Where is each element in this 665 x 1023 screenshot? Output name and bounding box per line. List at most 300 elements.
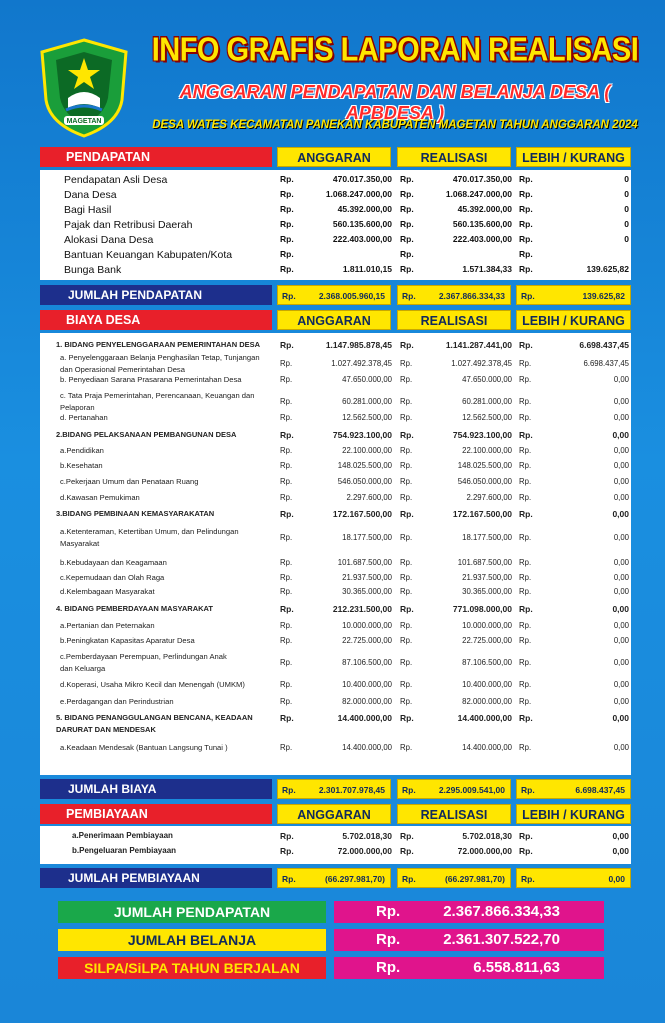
biaya-row: [40, 461, 631, 474]
pendapatan-header: PENDAPATAN: [40, 147, 272, 167]
row-realisasi: 771.098.000,00: [452, 604, 512, 614]
rp-label: Rp.: [280, 533, 293, 542]
row-lebih: 0,00: [613, 636, 629, 645]
rp-label: Rp.: [280, 477, 293, 486]
rp-label: Rp.: [519, 697, 532, 706]
row-realisasi: 14.400.000,00: [462, 743, 512, 752]
col-anggaran-header: ANGGARAN: [277, 310, 391, 330]
row-realisasi: 470.017.350,00: [452, 174, 512, 184]
row-realisasi: 87.106.500,00: [462, 658, 512, 667]
biaya-row: [40, 652, 631, 676]
summary-amount: 2.361.307.522,70: [443, 931, 560, 948]
row-label: 3.BIDANG PEMBINAAN KEMASYARAKATAN: [56, 509, 215, 518]
rp-label: Rp.: [519, 831, 533, 841]
rp-label: Rp.: [400, 174, 414, 184]
row-label: c.Pekerjaan Umum dan Penataan Ruang: [60, 477, 199, 486]
rp-label: Rp.: [519, 204, 533, 214]
row-realisasi: 22.725.000,00: [462, 636, 512, 645]
page-subtitle: ANGGARAN PENDAPATAN DAN BELANJA DESA ( APBDESA ): [179, 82, 611, 123]
rp-label: Rp.: [280, 249, 294, 259]
rp-label: Rp.: [400, 446, 413, 455]
rp-label: Rp.: [519, 680, 532, 689]
pembiayaan-row: [40, 831, 631, 844]
rp-label: Rp.: [400, 846, 414, 856]
biaya-row: [40, 743, 631, 756]
rp-label: Rp.: [400, 397, 413, 406]
row-label: e.Perdagangan dan Perindustrian: [60, 697, 174, 706]
rp-label: Rp.: [400, 621, 413, 630]
row-anggaran: 1.147.985.878,45: [325, 340, 392, 350]
row-anggaran: 18.177.500,00: [342, 533, 392, 542]
row-label: b.Pengeluaran Pembiayaan: [72, 846, 177, 855]
row-realisasi: 14.400.000,00: [457, 713, 512, 723]
page-location: DESA WATES KECAMATAN PANEKAN KABUPATEN MAGETAN TAHUN ANGGARAN 2024: [152, 119, 638, 131]
summary-value: [334, 929, 604, 951]
row-anggaran: 1.027.492.378,45: [331, 359, 392, 368]
rp-label: Rp.: [519, 375, 532, 384]
row-anggaran: 148.025.500,00: [337, 461, 392, 470]
pendapatan-row: [40, 189, 631, 203]
pembiayaan-row: [40, 846, 631, 859]
row-anggaran: 22.725.000,00: [342, 636, 392, 645]
rp-label: Rp.: [400, 430, 414, 440]
rp-label: Rp.: [519, 174, 533, 184]
row-realisasi: 82.000.000,00: [462, 697, 512, 706]
row-label: Dana Desa: [64, 189, 117, 201]
row-anggaran: 10.000.000,00: [342, 621, 392, 630]
rp-label: Rp.: [280, 340, 294, 350]
row-lebih: 0,00: [613, 680, 629, 689]
rp-label: Rp.: [400, 573, 413, 582]
biaya-row: [40, 573, 631, 586]
row-lebih: 0,00: [613, 658, 629, 667]
rp-label: Rp.: [280, 234, 294, 244]
row-lebih: 0,00: [613, 375, 629, 384]
col-realisasi-header: REALISASI: [397, 310, 511, 330]
biaya-row: [40, 587, 631, 600]
jumlah-biaya-anggaran: Rp. 2.301.707.978,45: [277, 779, 391, 799]
biaya-row: [40, 558, 631, 571]
rp-label: Rp.: [400, 264, 414, 274]
biaya-row: [40, 413, 631, 426]
rp-label: Rp.: [400, 743, 413, 752]
rp-label: Rp.: [519, 189, 533, 199]
rp-label: Rp.: [519, 533, 532, 542]
row-anggaran: 14.400.000,00: [337, 713, 392, 723]
row-label: d.Kelembagaan Masyarakat: [60, 587, 155, 596]
summary-label: JUMLAH PENDAPATAN: [58, 901, 326, 923]
row-anggaran: 82.000.000,00: [342, 697, 392, 706]
rp-label: Rp.: [280, 461, 293, 470]
row-lebih: 0: [624, 234, 629, 244]
jumlah-biaya-lebih: Rp. 6.698.437,45: [516, 779, 631, 799]
rp-label: Rp.: [519, 430, 533, 440]
row-label-cont: DARURAT DAN MENDESAK: [56, 725, 156, 734]
rp-label: Rp.: [519, 509, 533, 519]
row-realisasi: 30.365.000,00: [462, 587, 512, 596]
rp-label: Rp.: [400, 587, 413, 596]
row-lebih: 0: [624, 174, 629, 184]
col-realisasi-header: REALISASI: [397, 147, 511, 167]
rp-label: Rp.: [376, 903, 401, 920]
rp-label: Rp.: [519, 359, 532, 368]
magetan-emblem-icon: [38, 38, 130, 138]
pendapatan-row: [40, 249, 631, 263]
rp-label: Rp.: [519, 493, 532, 502]
rp-label: Rp.: [519, 249, 533, 259]
rp-label: Rp.: [400, 604, 414, 614]
pendapatan-row: [40, 264, 631, 278]
col-lebih-header: LEBIH / KURANG: [516, 147, 631, 167]
row-realisasi: 222.403.000,00: [452, 234, 512, 244]
rp-label: Rp.: [519, 846, 533, 856]
row-lebih: 0,00: [613, 558, 629, 567]
rp-label: Rp.: [519, 234, 533, 244]
row-realisasi: 1.141.287.441,00: [445, 340, 512, 350]
summary-label: JUMLAH BELANJA: [58, 929, 326, 951]
row-anggaran: 21.937.500,00: [342, 573, 392, 582]
row-lebih: 0,00: [613, 397, 629, 406]
biaya-row: [40, 493, 631, 506]
row-anggaran: 45.392.000,00: [337, 204, 392, 214]
col-realisasi-header: REALISASI: [397, 804, 511, 824]
rp-label: Rp.: [280, 359, 293, 368]
rp-label: Rp.: [280, 743, 293, 752]
row-lebih: 0,00: [612, 430, 629, 440]
rp-label: Rp.: [280, 397, 293, 406]
rp-label: Rp.: [400, 831, 414, 841]
rp-label: Rp.: [519, 743, 532, 752]
row-lebih: 0,00: [613, 573, 629, 582]
pendapatan-row: [40, 234, 631, 248]
rp-label: Rp.: [400, 713, 414, 723]
row-lebih: 0,00: [613, 446, 629, 455]
row-lebih: 0,00: [613, 621, 629, 630]
biaya-row: [40, 353, 631, 377]
rp-label: Rp.: [280, 658, 293, 667]
biaya-row: [40, 430, 631, 443]
row-lebih: 6.698.437,45: [579, 340, 629, 350]
rp-label: Rp.: [519, 713, 533, 723]
rp-label: Rp.: [280, 375, 293, 384]
row-anggaran: 2.297.600,00: [346, 493, 392, 502]
rp-label: Rp.: [400, 461, 413, 470]
row-lebih: 139.625,82: [586, 264, 629, 274]
rp-label: Rp.: [280, 680, 293, 689]
row-label: c. Tata Praja Pemerintahan, Perencanaan, Keuangan dan: [60, 391, 255, 400]
row-realisasi: 101.687.500,00: [457, 558, 512, 567]
rp-label: Rp.: [280, 204, 294, 214]
biaya-row: [40, 697, 631, 710]
row-realisasi: 5.702.018,30: [462, 831, 512, 841]
row-lebih: 0,00: [613, 743, 629, 752]
rp-label: Rp.: [519, 340, 533, 350]
rp-label: Rp.: [519, 587, 532, 596]
row-lebih: 0: [624, 189, 629, 199]
row-anggaran: 10.400.000,00: [342, 680, 392, 689]
col-lebih-header: LEBIH / KURANG: [516, 804, 631, 824]
row-anggaran: 14.400.000,00: [342, 743, 392, 752]
rp-label: Rp.: [400, 189, 414, 199]
rp-label: Rp.: [400, 697, 413, 706]
row-realisasi: 10.400.000,00: [462, 680, 512, 689]
row-lebih: 0,00: [613, 533, 629, 542]
row-label: a.Pertanian dan Peternakan: [60, 621, 155, 630]
summary-value: [334, 901, 604, 923]
row-anggaran: 470.017.350,00: [332, 174, 392, 184]
biaya-row: [40, 680, 631, 693]
pendapatan-row: [40, 219, 631, 233]
row-realisasi: 72.000.000,00: [457, 846, 512, 856]
biaya-row: [40, 391, 631, 415]
rp-label: Rp.: [280, 189, 294, 199]
pendapatan-row: [40, 204, 631, 218]
jumlah-pembiayaan-label: JUMLAH PEMBIAYAAN: [40, 868, 272, 888]
rp-label: Rp.: [519, 558, 532, 567]
rp-label: Rp.: [400, 219, 414, 229]
row-label: d.Koperasi, Usaha Mikro Kecil dan Menengah (UMKM): [60, 680, 245, 689]
biaya-row: [40, 621, 631, 634]
row-lebih: 0: [624, 204, 629, 214]
rp-label: Rp.: [519, 413, 532, 422]
row-realisasi: 22.100.000,00: [462, 446, 512, 455]
rp-label: Rp.: [400, 477, 413, 486]
row-realisasi: 546.050.000,00: [457, 477, 512, 486]
pendapatan-row: [40, 174, 631, 188]
biaya-row: [40, 446, 631, 459]
logo-text: MAGETAN: [66, 118, 102, 125]
jumlah-pendapatan-realisasi: Rp. 2.367.866.334,33: [397, 285, 511, 305]
rp-label: Rp.: [519, 477, 532, 486]
rp-label: Rp.: [280, 846, 294, 856]
rp-label: Rp.: [400, 509, 414, 519]
row-anggaran: 172.167.500,00: [332, 509, 392, 519]
row-realisasi: 2.297.600,00: [466, 493, 512, 502]
row-label: a.Keadaan Mendesak (Bantuan Langsung Tunai ): [60, 743, 228, 752]
row-label: b.Peningkatan Kapasitas Aparatur Desa: [60, 636, 195, 645]
row-label: Bantuan Keuangan Kabupaten/Kota: [64, 249, 233, 261]
col-anggaran-header: ANGGARAN: [277, 804, 391, 824]
row-realisasi: 560.135.600,00: [452, 219, 512, 229]
row-lebih: 0,00: [613, 461, 629, 470]
row-label: 1. BIDANG PENYELENGGARAAN PEMERINTAHAN DESA: [56, 340, 261, 349]
rp-label: Rp.: [400, 249, 414, 259]
row-lebih: 0,00: [612, 509, 629, 519]
row-anggaran: 12.562.500,00: [342, 413, 392, 422]
rp-label: Rp.: [280, 587, 293, 596]
rp-label: Rp.: [280, 636, 293, 645]
row-lebih: 0,00: [613, 413, 629, 422]
jumlah-pendapatan-anggaran: Rp. 2.368.005.960,15: [277, 285, 391, 305]
row-label: a. Penyelenggaraan Belanja Penghasilan Tetap, Tunjangan: [60, 353, 260, 362]
rp-label: Rp.: [400, 234, 414, 244]
row-anggaran: 1.068.247.000,00: [325, 189, 392, 199]
jumlah-pembiayaan-lebih: Rp. 0,00: [516, 868, 631, 888]
row-label: Bunga Bank: [64, 264, 122, 276]
rp-label: Rp.: [519, 264, 533, 274]
rp-label: Rp.: [519, 604, 533, 614]
rp-label: Rp.: [280, 174, 294, 184]
rp-label: Rp.: [280, 621, 293, 630]
row-anggaran: 212.231.500,00: [332, 604, 392, 614]
row-label: Bagi Hasil: [64, 204, 112, 216]
jumlah-pembiayaan-realisasi: Rp. (66.297.981,70): [397, 868, 511, 888]
row-lebih: 0,00: [613, 493, 629, 502]
summary-label: SILPA/SiLPA TAHUN BERJALAN: [58, 957, 326, 979]
summary-amount: 2.367.866.334,33: [443, 903, 560, 920]
rp-label: Rp.: [400, 493, 413, 502]
rp-label: Rp.: [280, 831, 294, 841]
row-label-cont: Masyarakat: [60, 539, 100, 548]
row-label: b.Kebudayaan dan Keagamaan: [60, 558, 167, 567]
row-label: d. Pertanahan: [60, 413, 108, 422]
summary-amount: 6.558.811,63: [473, 959, 560, 976]
row-label-cont: dan Keluarga: [60, 664, 106, 673]
rp-label: Rp.: [280, 264, 294, 274]
page-title: INFO GRAFIS LAPORAN REALISASI: [151, 31, 639, 69]
row-realisasi: 21.937.500,00: [462, 573, 512, 582]
rp-label: Rp.: [400, 680, 413, 689]
rp-label: Rp.: [376, 959, 401, 976]
row-label: Alokasi Dana Desa: [64, 234, 154, 246]
row-realisasi: 60.281.000,00: [462, 397, 512, 406]
rp-label: Rp.: [376, 931, 401, 948]
row-realisasi: 45.392.000,00: [457, 204, 512, 214]
biaya-row: [40, 375, 631, 388]
rp-label: Rp.: [519, 219, 533, 229]
row-realisasi: 18.177.500,00: [462, 533, 512, 542]
pendapatan-table: [40, 170, 631, 280]
rp-label: Rp.: [280, 219, 294, 229]
rp-label: Rp.: [400, 558, 413, 567]
jumlah-pendapatan-label: JUMLAH PENDAPATAN: [40, 285, 272, 305]
row-anggaran: 546.050.000,00: [337, 477, 392, 486]
row-anggaran: 560.135.600,00: [332, 219, 392, 229]
rp-label: Rp.: [280, 413, 293, 422]
row-realisasi: 12.562.500,00: [462, 413, 512, 422]
rp-label: Rp.: [519, 636, 532, 645]
jumlah-pembiayaan-anggaran: Rp. (66.297.981,70): [277, 868, 391, 888]
row-anggaran: 47.650.000,00: [342, 375, 392, 384]
jumlah-biaya-label: JUMLAH BIAYA: [40, 779, 272, 799]
row-label: c.Pemberdayaan Perempuan, Perlindungan Anak: [60, 652, 227, 661]
row-anggaran: 222.403.000,00: [332, 234, 392, 244]
row-label: b. Penyediaan Sarana Prasarana Pemerintahan Desa: [60, 375, 242, 384]
row-realisasi: 1.027.492.378,45: [451, 359, 512, 368]
rp-label: Rp.: [519, 461, 532, 470]
row-label: a.Pendidikan: [60, 446, 104, 455]
row-label-cont: Pelaporan: [60, 403, 95, 412]
row-label: a.Penerimaan Pembiayaan: [72, 831, 173, 840]
row-lebih: 0,00: [612, 831, 629, 841]
biaya-header: BIAYA DESA: [40, 310, 272, 330]
row-anggaran: 22.100.000,00: [342, 446, 392, 455]
rp-label: Rp.: [280, 493, 293, 502]
rp-label: Rp.: [519, 397, 532, 406]
rp-label: Rp.: [280, 430, 294, 440]
biaya-row: [40, 636, 631, 649]
row-lebih: 0,00: [612, 846, 629, 856]
row-label: 2.BIDANG PELAKSANAAN PEMBANGUNAN DESA: [56, 430, 237, 439]
row-realisasi: 10.000.000,00: [462, 621, 512, 630]
row-realisasi: 172.167.500,00: [452, 509, 512, 519]
row-lebih: 0: [624, 219, 629, 229]
pembiayaan-header: PEMBIAYAAN: [40, 804, 272, 824]
row-label: d.Kawasan Pemukiman: [60, 493, 140, 502]
jumlah-pendapatan-lebih: Rp. 139.625,82: [516, 285, 631, 305]
rp-label: Rp.: [400, 375, 413, 384]
row-lebih: 0,00: [612, 604, 629, 614]
col-anggaran-header: ANGGARAN: [277, 147, 391, 167]
row-label-cont: dan Operasional Pemerintahan Desa: [60, 365, 185, 374]
row-lebih: 0,00: [613, 587, 629, 596]
row-realisasi: 754.923.100,00: [452, 430, 512, 440]
biaya-row: [40, 477, 631, 490]
rp-label: Rp.: [519, 573, 532, 582]
row-label: a.Ketenteraman, Ketertiban Umum, dan Pelindungan: [60, 527, 239, 536]
row-anggaran: 30.365.000,00: [342, 587, 392, 596]
row-realisasi: 47.650.000,00: [462, 375, 512, 384]
row-anggaran: 1.811.010,15: [342, 264, 392, 274]
row-anggaran: 101.687.500,00: [337, 558, 392, 567]
rp-label: Rp.: [519, 446, 532, 455]
row-label: Pajak dan Retribusi Daerah: [64, 219, 193, 231]
biaya-table: [40, 333, 631, 775]
row-realisasi: 148.025.500,00: [457, 461, 512, 470]
biaya-row: [40, 340, 631, 353]
rp-label: Rp.: [280, 509, 294, 519]
summary-value: [334, 957, 604, 979]
rp-label: Rp.: [519, 621, 532, 630]
jumlah-biaya-realisasi: Rp. 2.295.009.541,00: [397, 779, 511, 799]
row-label: Pendapatan Asli Desa: [64, 174, 168, 186]
rp-label: Rp.: [280, 573, 293, 582]
row-anggaran: 5.702.018,30: [342, 831, 392, 841]
row-lebih: 0,00: [612, 713, 629, 723]
row-anggaran: 72.000.000,00: [337, 846, 392, 856]
row-realisasi: 1.068.247.000,00: [445, 189, 512, 199]
row-label: 5. BIDANG PENANGGULANGAN BENCANA, KEADAAN: [56, 713, 253, 722]
rp-label: Rp.: [280, 713, 294, 723]
rp-label: Rp.: [400, 413, 413, 422]
row-lebih: 6.698.437,45: [583, 359, 629, 368]
pembiayaan-table: [40, 826, 631, 864]
rp-label: Rp.: [280, 558, 293, 567]
rp-label: Rp.: [280, 604, 294, 614]
row-anggaran: 60.281.000,00: [342, 397, 392, 406]
row-label: c.Kepemudaan dan Olah Raga: [60, 573, 165, 582]
rp-label: Rp.: [280, 446, 293, 455]
row-anggaran: 754.923.100,00: [332, 430, 392, 440]
biaya-row: [40, 509, 631, 522]
rp-label: Rp.: [400, 359, 413, 368]
row-anggaran: 87.106.500,00: [342, 658, 392, 667]
rp-label: Rp.: [400, 658, 413, 667]
col-lebih-header: LEBIH / KURANG: [516, 310, 631, 330]
rp-label: Rp.: [400, 533, 413, 542]
row-lebih: 0,00: [613, 697, 629, 706]
row-label: b.Kesehatan: [60, 461, 103, 470]
rp-label: Rp.: [400, 636, 413, 645]
biaya-row: [40, 527, 631, 551]
row-lebih: 0,00: [613, 477, 629, 486]
rp-label: Rp.: [519, 658, 532, 667]
row-label: 4. BIDANG PEMBERDAYAAN MASYARAKAT: [56, 604, 213, 613]
rp-label: Rp.: [400, 340, 414, 350]
rp-label: Rp.: [280, 697, 293, 706]
rp-label: Rp.: [400, 204, 414, 214]
biaya-row: [40, 713, 631, 737]
